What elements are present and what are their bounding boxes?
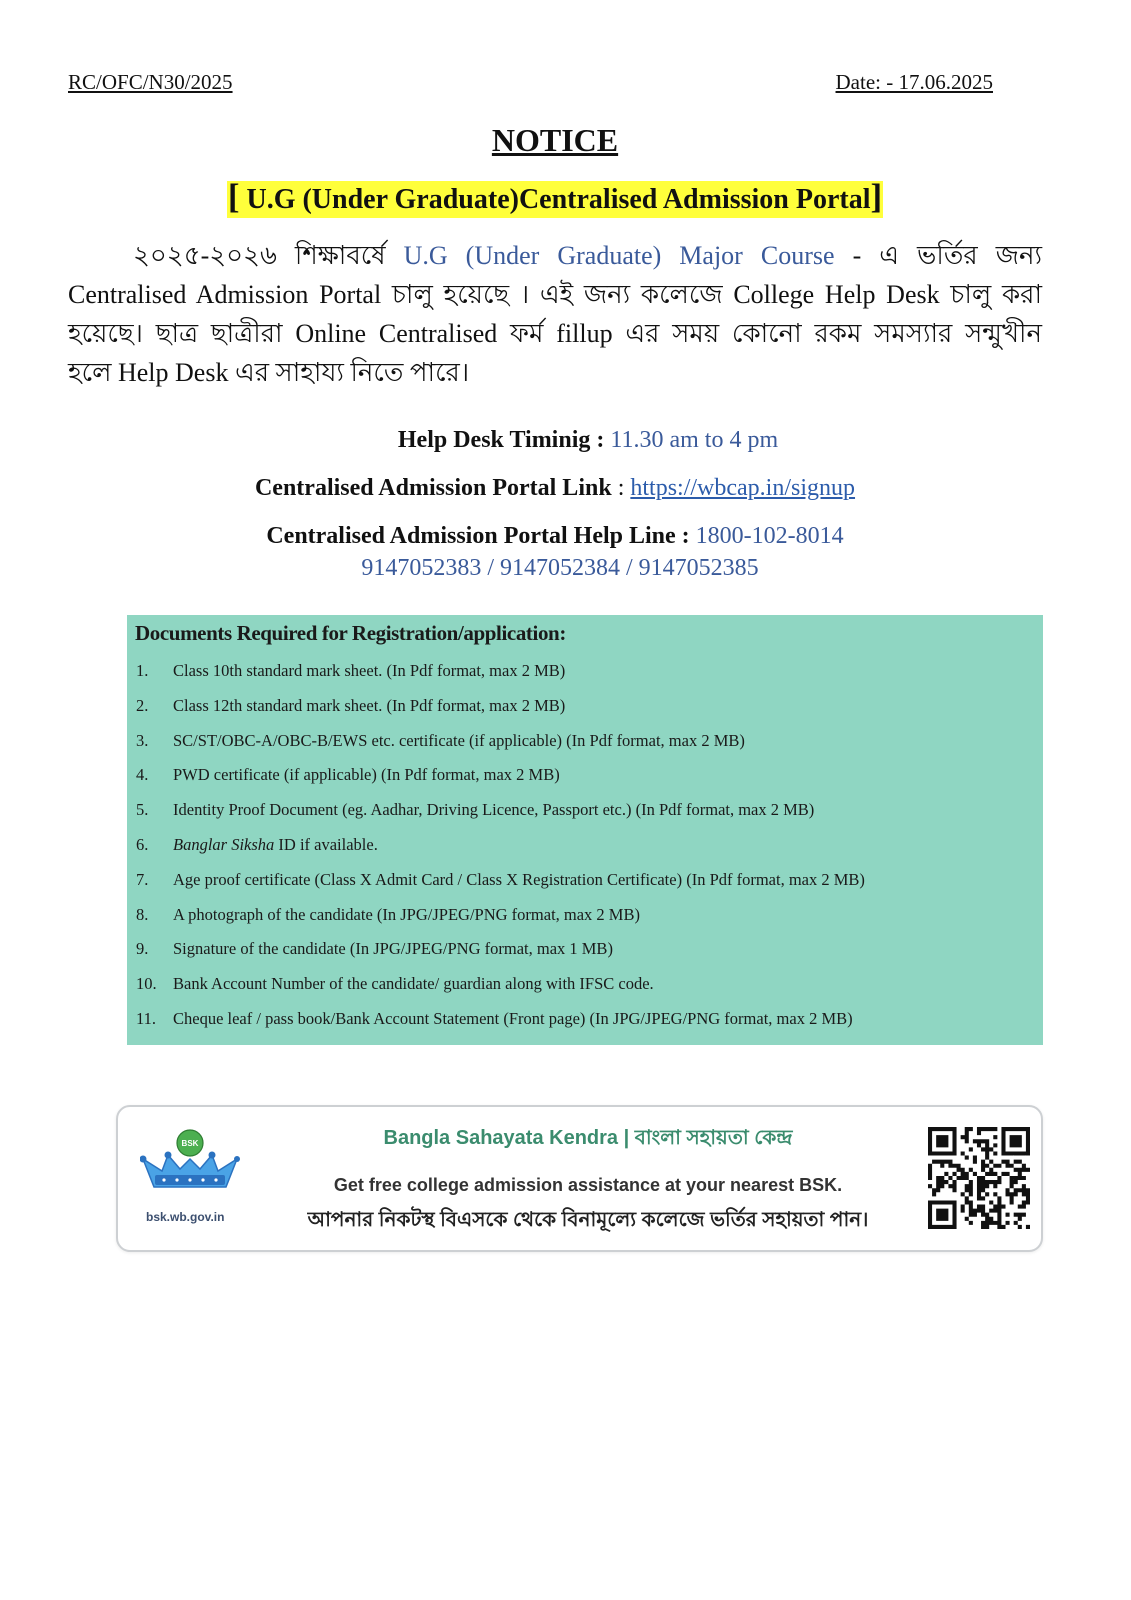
subtitle-close-bracket: ] — [870, 177, 883, 216]
documents-heading: Documents Required for Registration/application: — [135, 621, 566, 645]
document-item-text: Identity Proof Document (eg. Aadhar, Driving Licence, Passport etc.) (In Pdf format, max 2 MB) — [173, 800, 815, 820]
body-course-name: U.G (Under Graduate) Major Course — [403, 241, 835, 270]
document-item-number: 4. — [136, 765, 149, 785]
timing-value: 11.30 am to 4 pm — [610, 427, 779, 453]
body-line-2: Centralised Admission Portal চালু হয়েছে । এই জন্য কলেজে College Help Desk চালু করা — [68, 280, 1042, 309]
help-desk-timing — [68, 424, 1042, 456]
body-line-4: হলে Help Desk এর সাহায্য নিতে পারে। — [68, 358, 470, 387]
document-item — [135, 724, 1035, 759]
body-line-3: হয়েছে। ছাত্র ছাত্রীরা Online Centralised ফর্ম fillup এর সময় কোনো রকম সমস্যার সন্মুখীন — [68, 319, 1042, 348]
qr-code-icon — [928, 1127, 1030, 1229]
helpline-label: Centralised Admission Portal Help Line : — [266, 523, 690, 549]
portal-link-separator: : — [617, 475, 625, 501]
document-item-text: A photograph of the candidate (In JPG/JPEG/PNG format, max 2 MB) — [173, 904, 640, 924]
helpline-mobile-numbers: 9147052383 / 9147052384 / 9147052385 — [361, 555, 759, 581]
document-item — [135, 828, 1035, 863]
document-item-text: Cheque leaf / pass book/Bank Account Statement (Front page) (In JPG/JPEG/PNG format, max 2 MB) — [173, 1008, 853, 1028]
document-item-text — [173, 828, 1035, 863]
document-item-text: SC/ST/OBC-A/OBC-B/EWS etc. certificate (if applicable) (In Pdf format, max 2 MB) — [173, 730, 745, 750]
portal-link-row — [68, 472, 1042, 504]
bsk-assistance-bengali: আপনার নিকটস্থ বিএসকে থেকে বিনামূল্যে কলেজে ভর্তির সহায়তা পান। — [307, 1208, 869, 1231]
timing-label: Help Desk Timinig : — [397, 427, 605, 453]
help-desk-info — [68, 424, 1042, 584]
bsk-crown-logo — [140, 1127, 240, 1197]
notice-body — [68, 236, 1042, 392]
body-session-text: ২০২৫-২০২৬ শিক্ষাবর্ষে — [133, 241, 386, 270]
subtitle-open-bracket: [ — [227, 177, 240, 216]
bsk-website: bsk.wb.gov.in — [146, 1209, 225, 1224]
document-item-number: 10. — [136, 974, 157, 994]
document-item-number: 8. — [136, 904, 149, 924]
documents-required-box — [127, 615, 1043, 1045]
document-item-number: 9. — [136, 939, 149, 959]
document-item-text: Signature of the candidate (In JPG/JPEG/PNG format, max 1 MB) — [173, 939, 613, 959]
document-item — [135, 793, 1035, 828]
document-item-text: Class 10th standard mark sheet. (In Pdf format, max 2 MB) — [173, 661, 566, 680]
document-item-emphasis: Banglar Siksha — [173, 834, 275, 854]
document-item-text: PWD certificate (if applicable) (In Pdf format, max 2 MB) — [173, 765, 560, 785]
bsk-banner — [116, 1105, 1043, 1252]
document-item-number: 11. — [136, 1008, 157, 1028]
subtitle-text: U.G (Under Graduate)Centralised Admission Portal — [246, 184, 871, 215]
document-item — [135, 689, 1035, 724]
document-item-text: Bank Account Number of the candidate/ guardian along with IFSC code. — [173, 974, 654, 994]
bsk-title: Bangla Sahayata Kendra | বাংলা সহায়তা কেন্দ্র — [383, 1126, 793, 1149]
document-item — [135, 654, 1035, 689]
document-item — [135, 967, 1035, 1002]
document-item-rest: ID if available. — [278, 834, 378, 854]
body-line-1 — [68, 236, 1042, 275]
helpline-row — [68, 520, 1042, 552]
logo-badge-text: BSK — [181, 1138, 199, 1148]
bsk-assistance-english: Get free college admission assistance at your nearest BSK. — [333, 1174, 843, 1195]
document-item — [135, 863, 1035, 898]
subtitle-highlight — [227, 177, 883, 218]
document-item-number: 2. — [136, 695, 149, 715]
notice-date: Date: - 17.06.2025 — [835, 70, 993, 94]
notice-header — [68, 69, 1042, 95]
helpline-toll-free: 1800-102-8014 — [695, 523, 844, 549]
notice-subtitle — [68, 177, 1042, 218]
document-item-number: 6. — [136, 834, 149, 854]
document-item-text: Class 12th standard mark sheet. (In Pdf format, max 2 MB) — [173, 695, 566, 715]
portal-signup-link[interactable]: https://wbcap.in/signup — [630, 475, 856, 501]
document-item-number: 1. — [136, 661, 149, 680]
document-item — [135, 1002, 1035, 1037]
document-item-text: Age proof certificate (Class X Admit Card / Class X Registration Certificate) (In Pdf format, max 2 MB) — [173, 869, 865, 889]
body-admission-text: - এ ভর্তির জন্য — [852, 241, 1043, 270]
notice-title: NOTICE — [491, 122, 619, 158]
reference-number: RC/OFC/N30/2025 — [68, 70, 233, 94]
document-item-number: 5. — [136, 800, 149, 820]
document-item — [135, 932, 1035, 967]
portal-link-label: Centralised Admission Portal Link — [254, 475, 612, 501]
document-item-number: 3. — [136, 730, 149, 750]
document-item-number: 7. — [136, 869, 149, 889]
documents-list — [135, 654, 1035, 1037]
document-item — [135, 898, 1035, 933]
document-item — [135, 758, 1035, 793]
